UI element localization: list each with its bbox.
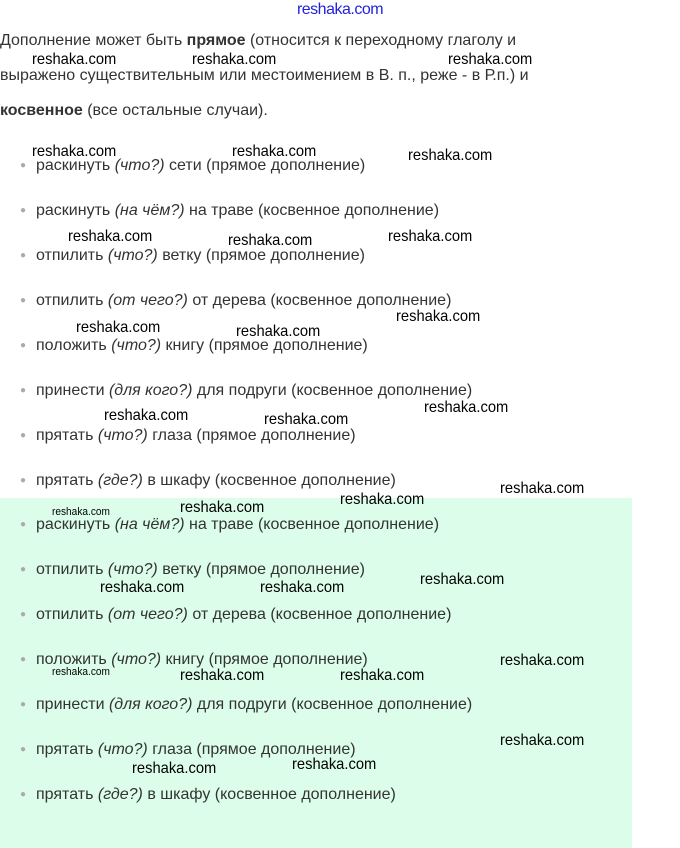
watermark: reshaka.com	[104, 407, 189, 424]
verb: прятать	[36, 741, 98, 758]
verb: отпилить	[36, 292, 108, 309]
watermark: reshaka.com	[76, 319, 161, 336]
verb: прятать	[36, 786, 98, 803]
example-rest: сети (прямое дополнение)	[164, 157, 366, 174]
list-item	[20, 382, 472, 400]
watermark: reshaka.com	[500, 652, 585, 669]
question: (от чего?)	[107, 606, 188, 623]
watermark: reshaka.com	[388, 228, 473, 245]
verb: принести	[36, 382, 109, 399]
list-item	[20, 516, 439, 534]
watermark: reshaka.com	[408, 147, 493, 164]
text: (все остальные случаи).	[82, 102, 268, 119]
bullet-icon: ●	[20, 340, 27, 352]
example-rest: ветку (прямое дополнение)	[157, 247, 365, 264]
list-item	[20, 247, 365, 265]
term-direct: прямое	[186, 32, 246, 49]
bullet-icon: ●	[20, 475, 27, 487]
watermark: reshaka.com	[32, 51, 117, 68]
watermark: reshaka.com	[420, 571, 505, 588]
question: (от чего?)	[107, 292, 188, 309]
question: (что?)	[111, 651, 162, 668]
question: (на чём?)	[114, 516, 185, 533]
bullet-icon: ●	[20, 160, 27, 172]
question: (на чём?)	[114, 202, 185, 219]
verb: принести	[36, 696, 109, 713]
question: (что?)	[114, 157, 165, 174]
example-rest: для подруги (косвенное дополнение)	[192, 696, 473, 713]
list-item	[20, 202, 439, 220]
term-indirect: косвенное	[0, 102, 83, 119]
watermark: reshaka.com	[340, 491, 425, 508]
example-rest: в шкафу (косвенное дополнение)	[142, 786, 396, 803]
watermark: reshaka.com	[236, 323, 321, 340]
watermark: reshaka.com	[232, 143, 317, 160]
watermark: reshaka.com	[32, 143, 117, 160]
watermark: reshaka.com	[340, 667, 425, 684]
watermark: reshaka.com	[180, 667, 265, 684]
site-header-watermark: reshaka.com	[296, 1, 384, 18]
intro-line-3	[0, 102, 268, 120]
example-rest: от дерева (косвенное дополнение)	[187, 606, 452, 623]
watermark: reshaka.com	[396, 308, 481, 325]
watermark: reshaka.com	[52, 666, 110, 678]
verb: раскинуть	[36, 516, 115, 533]
example-rest: на траве (косвенное дополнение)	[184, 516, 440, 533]
bullet-icon: ●	[20, 744, 27, 756]
watermark: reshaka.com	[52, 506, 110, 518]
example-rest: глаза (прямое дополнение)	[147, 427, 356, 444]
bullet-icon: ●	[20, 250, 27, 262]
bullet-icon: ●	[20, 385, 27, 397]
bullet-icon: ●	[20, 789, 27, 801]
bullet-icon: ●	[20, 609, 27, 621]
list-item	[20, 696, 472, 714]
watermark: reshaka.com	[424, 399, 509, 416]
example-rest: ветку (прямое дополнение)	[157, 561, 365, 578]
question: (что?)	[107, 561, 158, 578]
watermark: reshaka.com	[228, 232, 313, 249]
list-item	[20, 561, 365, 579]
bullet-icon: ●	[20, 295, 27, 307]
watermark: reshaka.com	[180, 499, 265, 516]
question: (что?)	[111, 337, 162, 354]
watermark: reshaka.com	[260, 579, 345, 596]
verb: раскинуть	[36, 157, 115, 174]
watermark: reshaka.com	[100, 579, 185, 596]
example-rest: книгу (прямое дополнение)	[161, 651, 368, 668]
example-rest: книгу (прямое дополнение)	[161, 337, 368, 354]
watermark: reshaka.com	[448, 51, 533, 68]
verb: отпилить	[36, 606, 108, 623]
watermark: reshaka.com	[292, 756, 377, 773]
list-item	[20, 786, 396, 804]
bullet-icon: ●	[20, 564, 27, 576]
bullet-icon: ●	[20, 519, 27, 531]
example-rest: от дерева (косвенное дополнение)	[187, 292, 452, 309]
example-rest: для подруги (косвенное дополнение)	[192, 382, 473, 399]
intro-line-1	[0, 32, 516, 50]
list-item	[20, 427, 356, 445]
example-rest: на траве (косвенное дополнение)	[184, 202, 440, 219]
watermark: reshaka.com	[500, 732, 585, 749]
list-item	[20, 472, 396, 490]
verb: прятать	[36, 472, 98, 489]
watermark: reshaka.com	[192, 51, 277, 68]
watermark: reshaka.com	[264, 411, 349, 428]
question: (для кого?)	[108, 696, 193, 713]
bullet-icon: ●	[20, 430, 27, 442]
bullet-icon: ●	[20, 654, 27, 666]
list-item	[20, 606, 451, 624]
question: (что?)	[97, 741, 148, 758]
question: (что?)	[97, 427, 148, 444]
text: (относится к переходному глаголу и	[245, 32, 517, 49]
verb: положить	[36, 651, 112, 668]
watermark: reshaka.com	[132, 760, 217, 777]
text: Дополнение может быть	[0, 32, 187, 49]
watermark: reshaka.com	[500, 480, 585, 497]
list-item	[20, 292, 451, 310]
question: (для кого?)	[108, 382, 193, 399]
question: (где?)	[97, 472, 143, 489]
verb: прятать	[36, 427, 98, 444]
verb: раскинуть	[36, 202, 115, 219]
example-rest: в шкафу (косвенное дополнение)	[142, 472, 396, 489]
verb: отпилить	[36, 247, 108, 264]
intro-line-2: выражено существительным или местоимением в В. п., реже - в Р.п.) и	[0, 67, 529, 84]
watermark: reshaka.com	[68, 228, 153, 245]
question: (где?)	[97, 786, 143, 803]
verb: отпилить	[36, 561, 108, 578]
verb: положить	[36, 337, 112, 354]
question: (что?)	[107, 247, 158, 264]
bullet-icon: ●	[20, 205, 27, 217]
example-rest: глаза (прямое дополнение)	[147, 741, 356, 758]
bullet-icon: ●	[20, 699, 27, 711]
